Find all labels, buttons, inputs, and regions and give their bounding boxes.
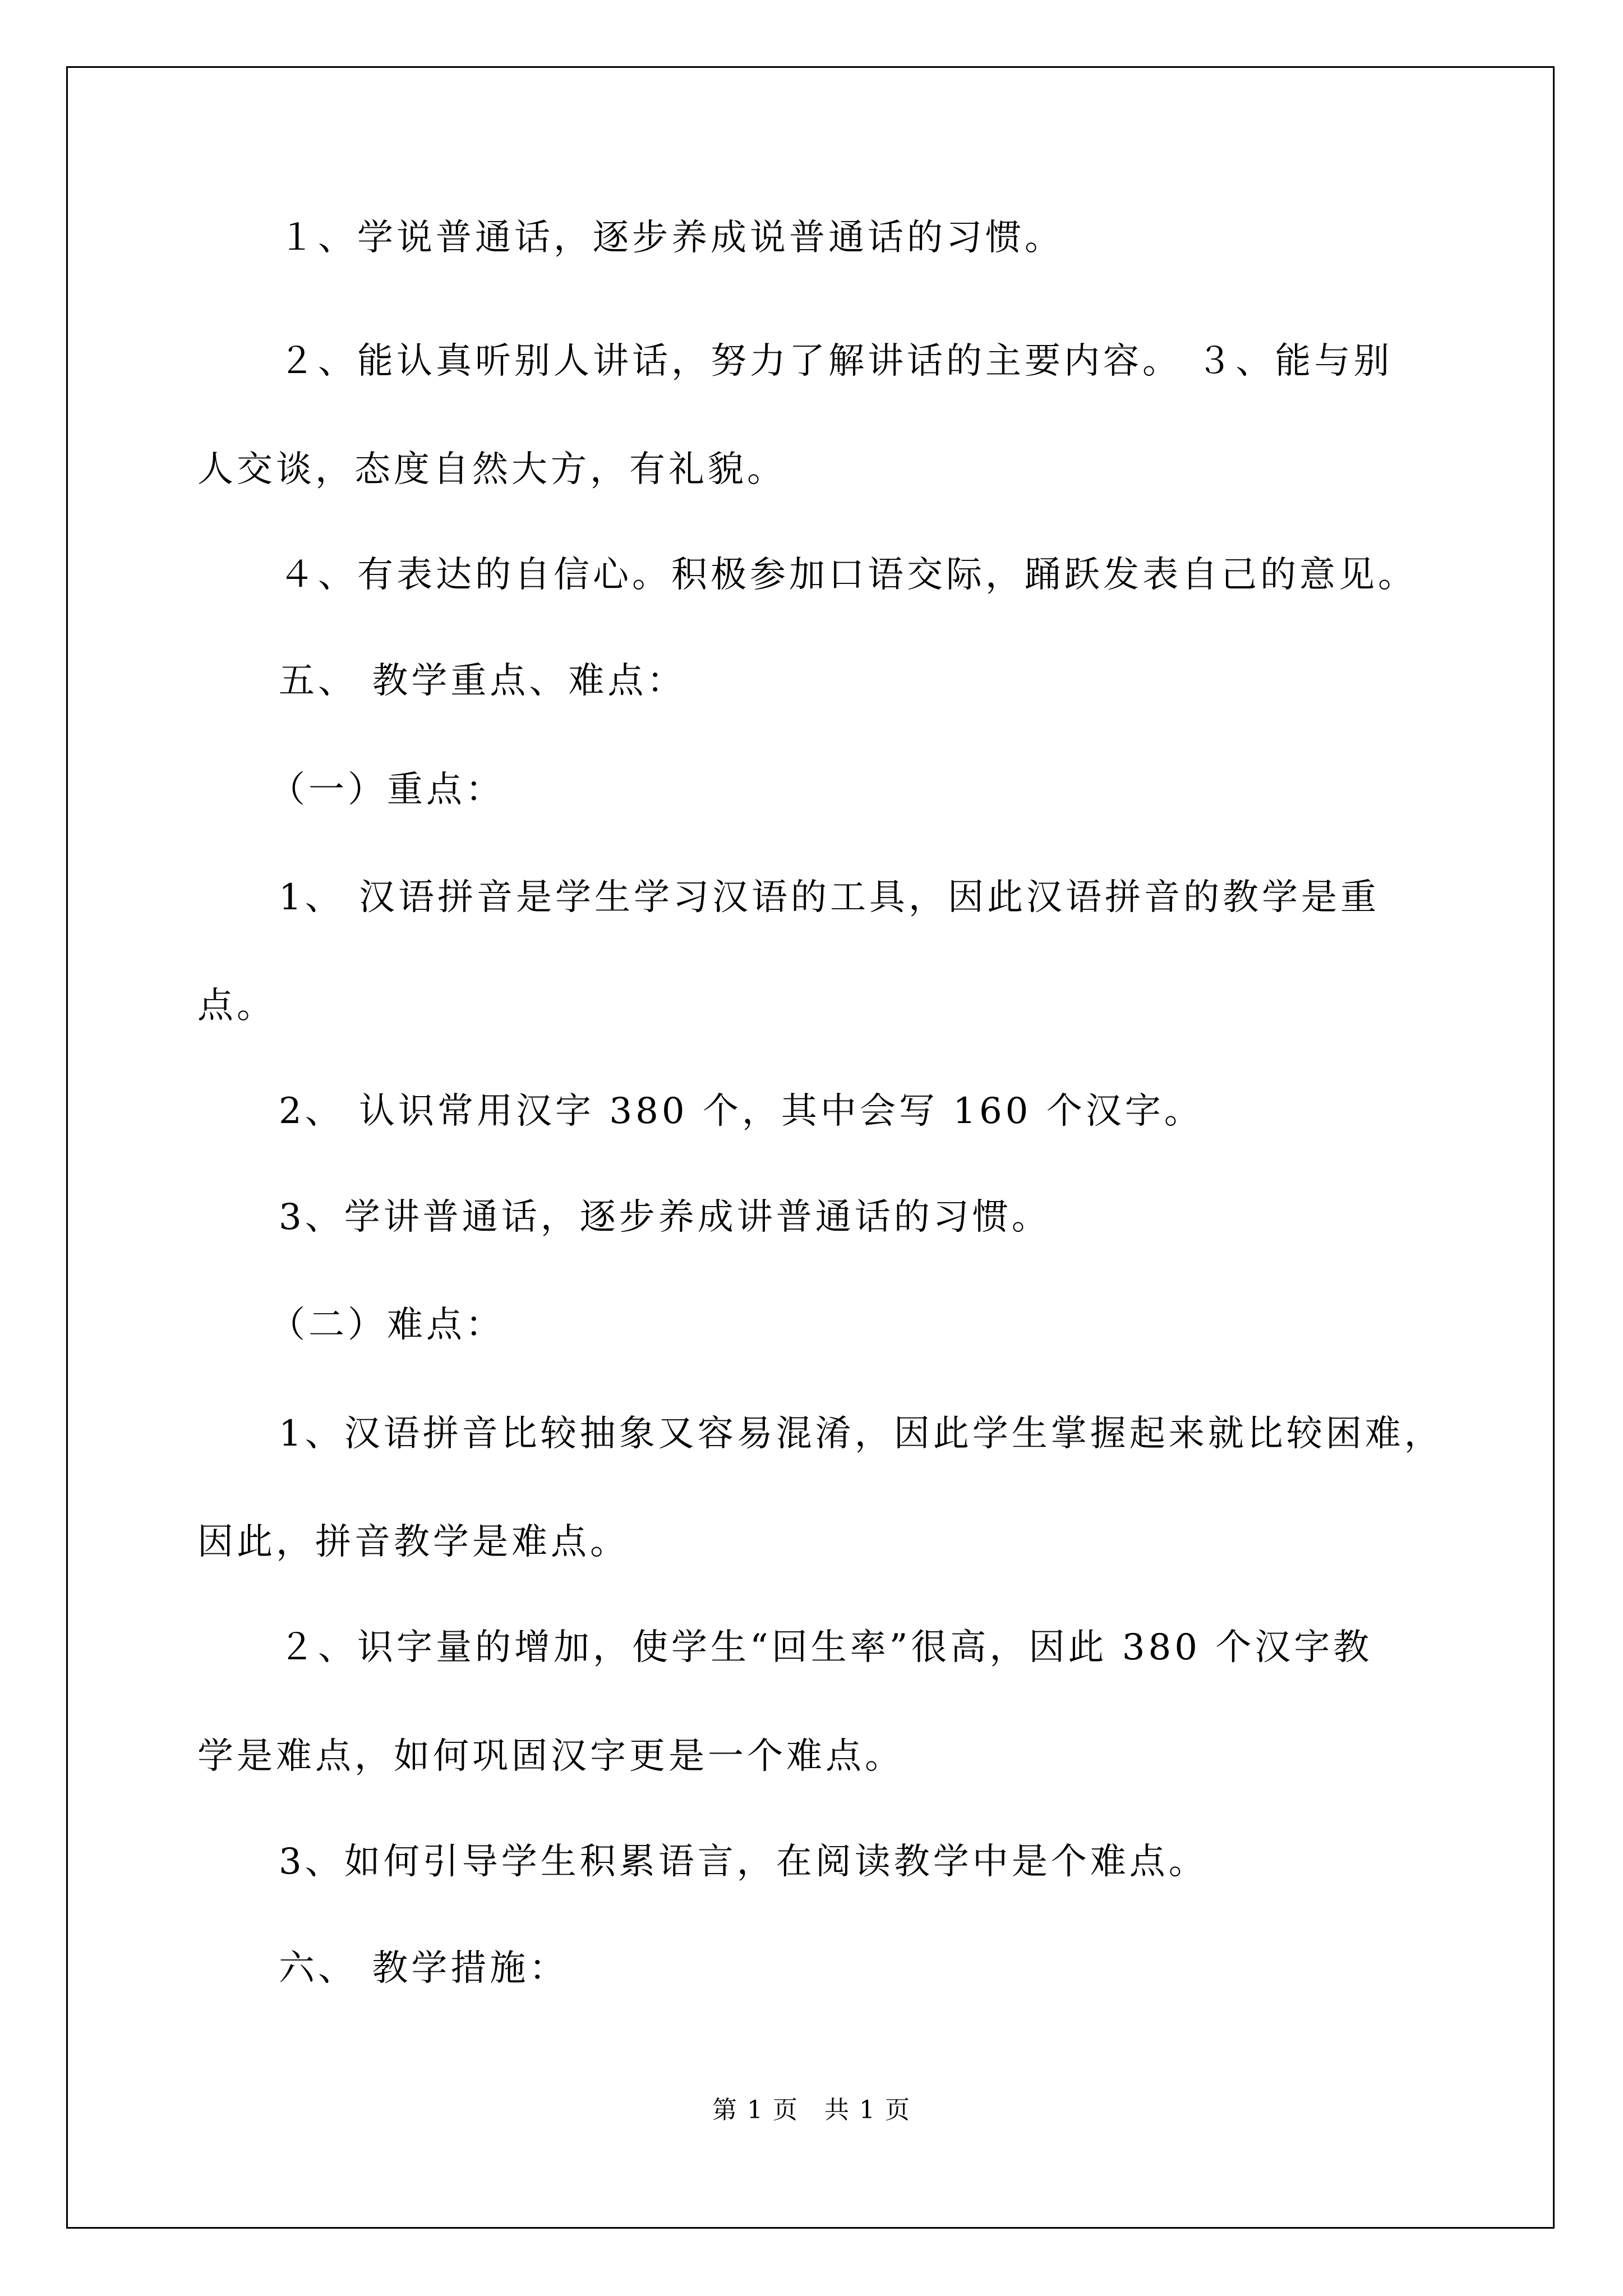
subsection-heading: （二）难点： [269,1304,505,1346]
text-line: 3、学讲普通话，逐步养成讲普通话的习惯。 [279,1197,1051,1238]
text-line: 2、 认识常用汉字 380 个，其中会写 160 个汉字。 [279,1091,1204,1132]
subsection-heading: （一）重点： [269,769,505,811]
text-line: 因此，拼音教学是难点。 [197,1521,629,1563]
text-line: 学是难点，如何巩固汉字更是一个难点。 [197,1736,904,1777]
page-border [66,66,1555,2229]
section-heading: 六、 教学措施： [279,1948,569,1989]
text-line: １、学说普通话，逐步养成说普通话的习惯。 [279,217,1064,259]
text-line: 人交谈，态度自然大方，有礼貌。 [197,449,786,490]
text-line: 1、 汉语拼音是学生学习汉语的工具，因此汉语拼音的教学是重 [279,877,1380,918]
section-heading: 五、 教学重点、难点： [279,660,686,702]
text-line: ２、识字量的增加，使学生“回生率”很高，因此 380 个汉字教 [279,1627,1373,1668]
text-line: ２、能认真听别人讲话，努力了解讲话的主要内容。 ３、能与别 [279,341,1393,382]
text-line: ４、有表达的自信心。积极参加口语交际，踊跃发表自己的意见。 [279,554,1417,596]
page-footer: 第 1 页 共 1 页 [712,2096,911,2124]
text-line: 3、如何引导学生积累语言，在阅读教学中是个难点。 [279,1841,1208,1883]
text-line: 1、汉语拼音比较抽象又容易混淆，因此学生掌握起来就比较困难， [279,1413,1444,1455]
text-line: 点。 [197,985,276,1027]
